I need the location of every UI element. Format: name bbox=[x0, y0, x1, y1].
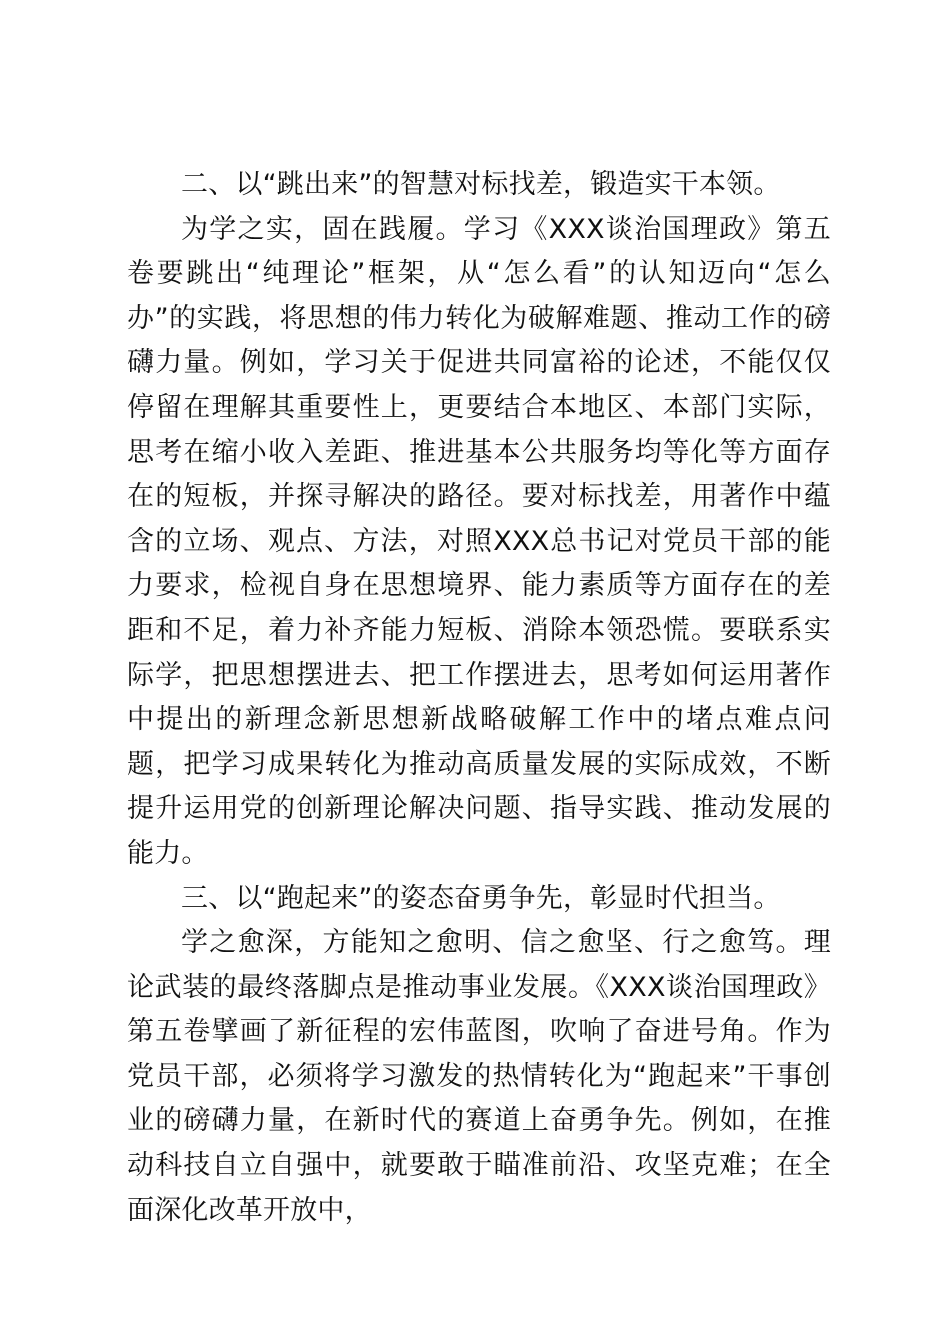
section-heading-2: 二、以“跳出来”的智慧对标找差，锻造实干本领。 bbox=[181, 169, 781, 200]
body-paragraph-action: 学之愈深，方能知之愈明、信之愈坚、行之愈笃。理论武装的最终落脚点是推动事业发展。《XXX谈治国理政》第五卷擘画了新征程的宏伟蓝图，吹响了奋进号角。作为党员干部，必须将学习激发的热情转化为“跑起来”干事创业的磅礴力量，在新时代的赛道上奋勇争先。例如，在推动科技自立自强中，就要敢于瞄准前沿、攻坚克难；在全面深化改革开放中， bbox=[127, 927, 831, 1226]
section-heading-3: 三、以“跑起来”的姿态奋勇争先，彰显时代担当。 bbox=[181, 882, 781, 914]
document-body bbox=[127, 163, 831, 1233]
body-paragraph-practice: 为学之实，固在践履。学习《XXX谈治国理政》第五卷要跳出“纯理论”框架，从“怎么看”的认知迈向“怎么办”的实践，将思想的伟力转化为破解难题、推动工作的磅礴力量。例如，学习关于促进共同富裕的论述，不能仅仅停留在理解其重要性上，更要结合本地区、本部门实际，思考在缩小收入差距、推进基本公共服务均等化等方面存在的短板，并探寻解决的路径。要对标找差，用著作中蕴含的立场、观点、方法，对照XXX总书记对党员干部的能力要求，检视自身在思想境界、能力素质等方面存在的差距和不足，着力补齐能力短板、消除本领恐慌。要联系实际学，把思想摆进去、把工作摆进去，思考如何运用著作中提出的新理念新思想新战略破解工作中的堵点难点问题，把学习成果转化为推动高质量发展的实际成效，不断提升运用党的创新理论解决问题、指导实践、推动发展的能力。 bbox=[127, 213, 831, 869]
